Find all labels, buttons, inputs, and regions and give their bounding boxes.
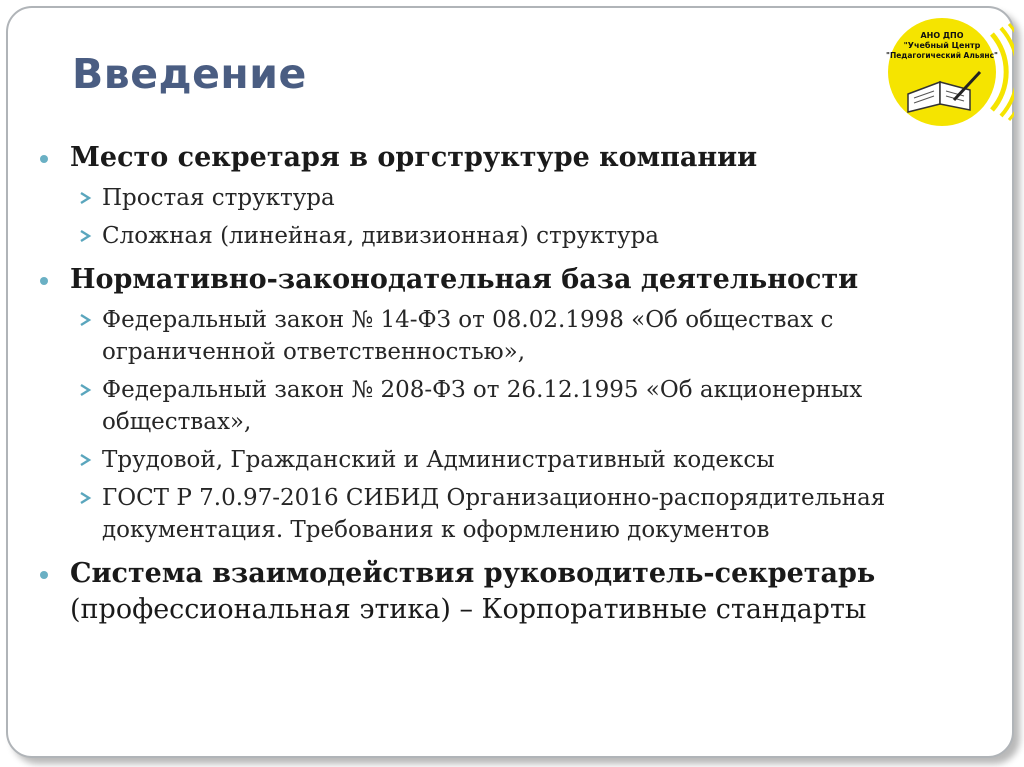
arrow-right-icon — [78, 383, 92, 397]
bullet-text: Место секретаря в оргструктуре компании — [70, 142, 758, 173]
bullet-dot-icon — [40, 277, 48, 285]
sub-bullet-item — [38, 482, 988, 546]
sub-bullet-text: ГОСТ Р 7.0.97-2016 СИБИД Организационно-распорядительная документация. Требования к оформлению документов — [102, 485, 886, 543]
sub-bullet-text: Сложная (линейная, дивизионная) структура — [102, 223, 660, 249]
open-book-icon — [884, 12, 1014, 130]
bullet-item — [38, 140, 988, 176]
sub-bullet-item — [38, 304, 988, 368]
slide-content — [38, 130, 988, 628]
sub-bullet-item — [38, 182, 988, 214]
sub-bullet-item — [38, 220, 988, 252]
bullet-text: Нормативно-законодательная база деятельности — [70, 264, 859, 295]
bullet-text-normal: (профессиональная этика) – Корпоративные стандарты — [70, 594, 867, 625]
sub-bullet-text: Федеральный закон № 14-ФЗ от 08.02.1998 «Об обществах с ограниченной ответственностью», — [102, 307, 834, 365]
bullet-item — [38, 556, 988, 628]
sub-bullet-text: Трудовой, Гражданский и Административный кодексы — [102, 447, 775, 473]
svg-text:"Педагогический Альянс": "Педагогический Альянс" — [886, 51, 998, 60]
arrow-right-icon — [78, 453, 92, 467]
sub-bullet-text: Простая структура — [102, 185, 335, 211]
slide-frame — [6, 6, 1014, 758]
organization-logo — [884, 12, 1014, 130]
sub-bullet-item — [38, 444, 988, 476]
arrow-right-icon — [78, 491, 92, 505]
svg-text:АНО ДПО: АНО ДПО — [920, 31, 964, 40]
arrow-right-icon — [78, 229, 92, 243]
bullet-dot-icon — [40, 571, 48, 579]
arrow-right-icon — [78, 313, 92, 327]
bullet-dot-icon — [40, 155, 48, 163]
svg-text:"Учебный Центр: "Учебный Центр — [903, 41, 981, 50]
slide-title: Введение — [72, 50, 307, 98]
arrow-right-icon — [78, 191, 92, 205]
sub-bullet-item — [38, 374, 988, 438]
sub-bullet-text: Федеральный закон № 208-ФЗ от 26.12.1995 «Об акционерных обществах», — [102, 377, 863, 435]
bullet-text-bold: Система взаимодействия руководитель-секретарь — [70, 558, 876, 589]
bullet-item — [38, 262, 988, 298]
